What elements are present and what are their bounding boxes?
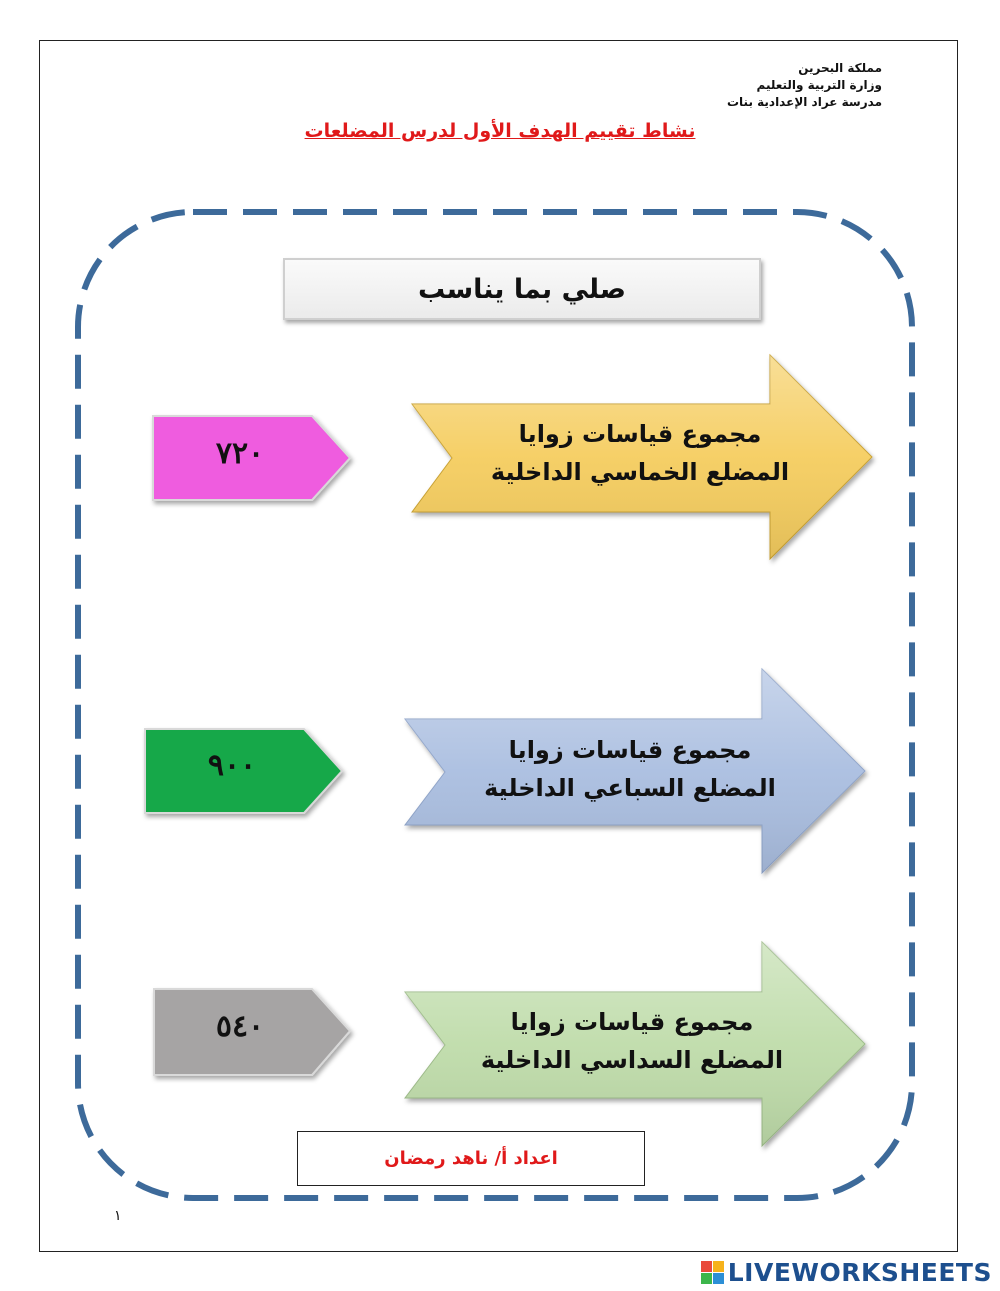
tag-value-720: ٧٢٠ <box>215 436 265 471</box>
header-line-ministry: وزارة التربية والتعليم <box>756 78 882 92</box>
tag-value-900: ٩٠٠ <box>207 748 257 783</box>
liveworksheets-brand[interactable] <box>701 1258 992 1287</box>
brand-name: LIVEWORKSHEETS <box>727 1258 992 1287</box>
page-number: ١ <box>114 1208 122 1224</box>
page-title: نشاط تقييم الهدف الأول لدرس المضلعات <box>304 120 696 142</box>
header-line-school: مدرسة عراد الإعدادية بنات <box>726 95 882 109</box>
arrow-line-1: مجموع قياسات زوايا <box>518 420 762 448</box>
tag-value-540: ٥٤٠ <box>215 1009 265 1044</box>
arrow-text-heptagon <box>460 731 800 807</box>
arrow-line-1: مجموع قياسات زوايا <box>510 1008 754 1036</box>
header-line-country: مملكة البحرين <box>798 61 882 75</box>
arrow-line-2: المضلع الخماسي الداخلية <box>490 458 790 486</box>
arrow-line-2: المضلع السداسي الداخلية <box>480 1046 784 1074</box>
logo-square <box>713 1273 724 1284</box>
logo-square <box>713 1261 724 1272</box>
arrow-line-2: المضلع السباعي الداخلية <box>484 774 776 802</box>
author-credit: اعداد أ/ ناهد رمضان <box>297 1131 645 1186</box>
logo-square <box>701 1261 712 1272</box>
arrow-text-hexagon <box>462 1003 802 1079</box>
liveworksheets-logo-icon <box>701 1261 724 1284</box>
instruction-box: صلي بما يناسب <box>283 258 761 320</box>
arrow-line-1: مجموع قياسات زوايا <box>508 736 752 764</box>
logo-square <box>701 1273 712 1284</box>
arrow-text-pentagon <box>470 415 810 491</box>
